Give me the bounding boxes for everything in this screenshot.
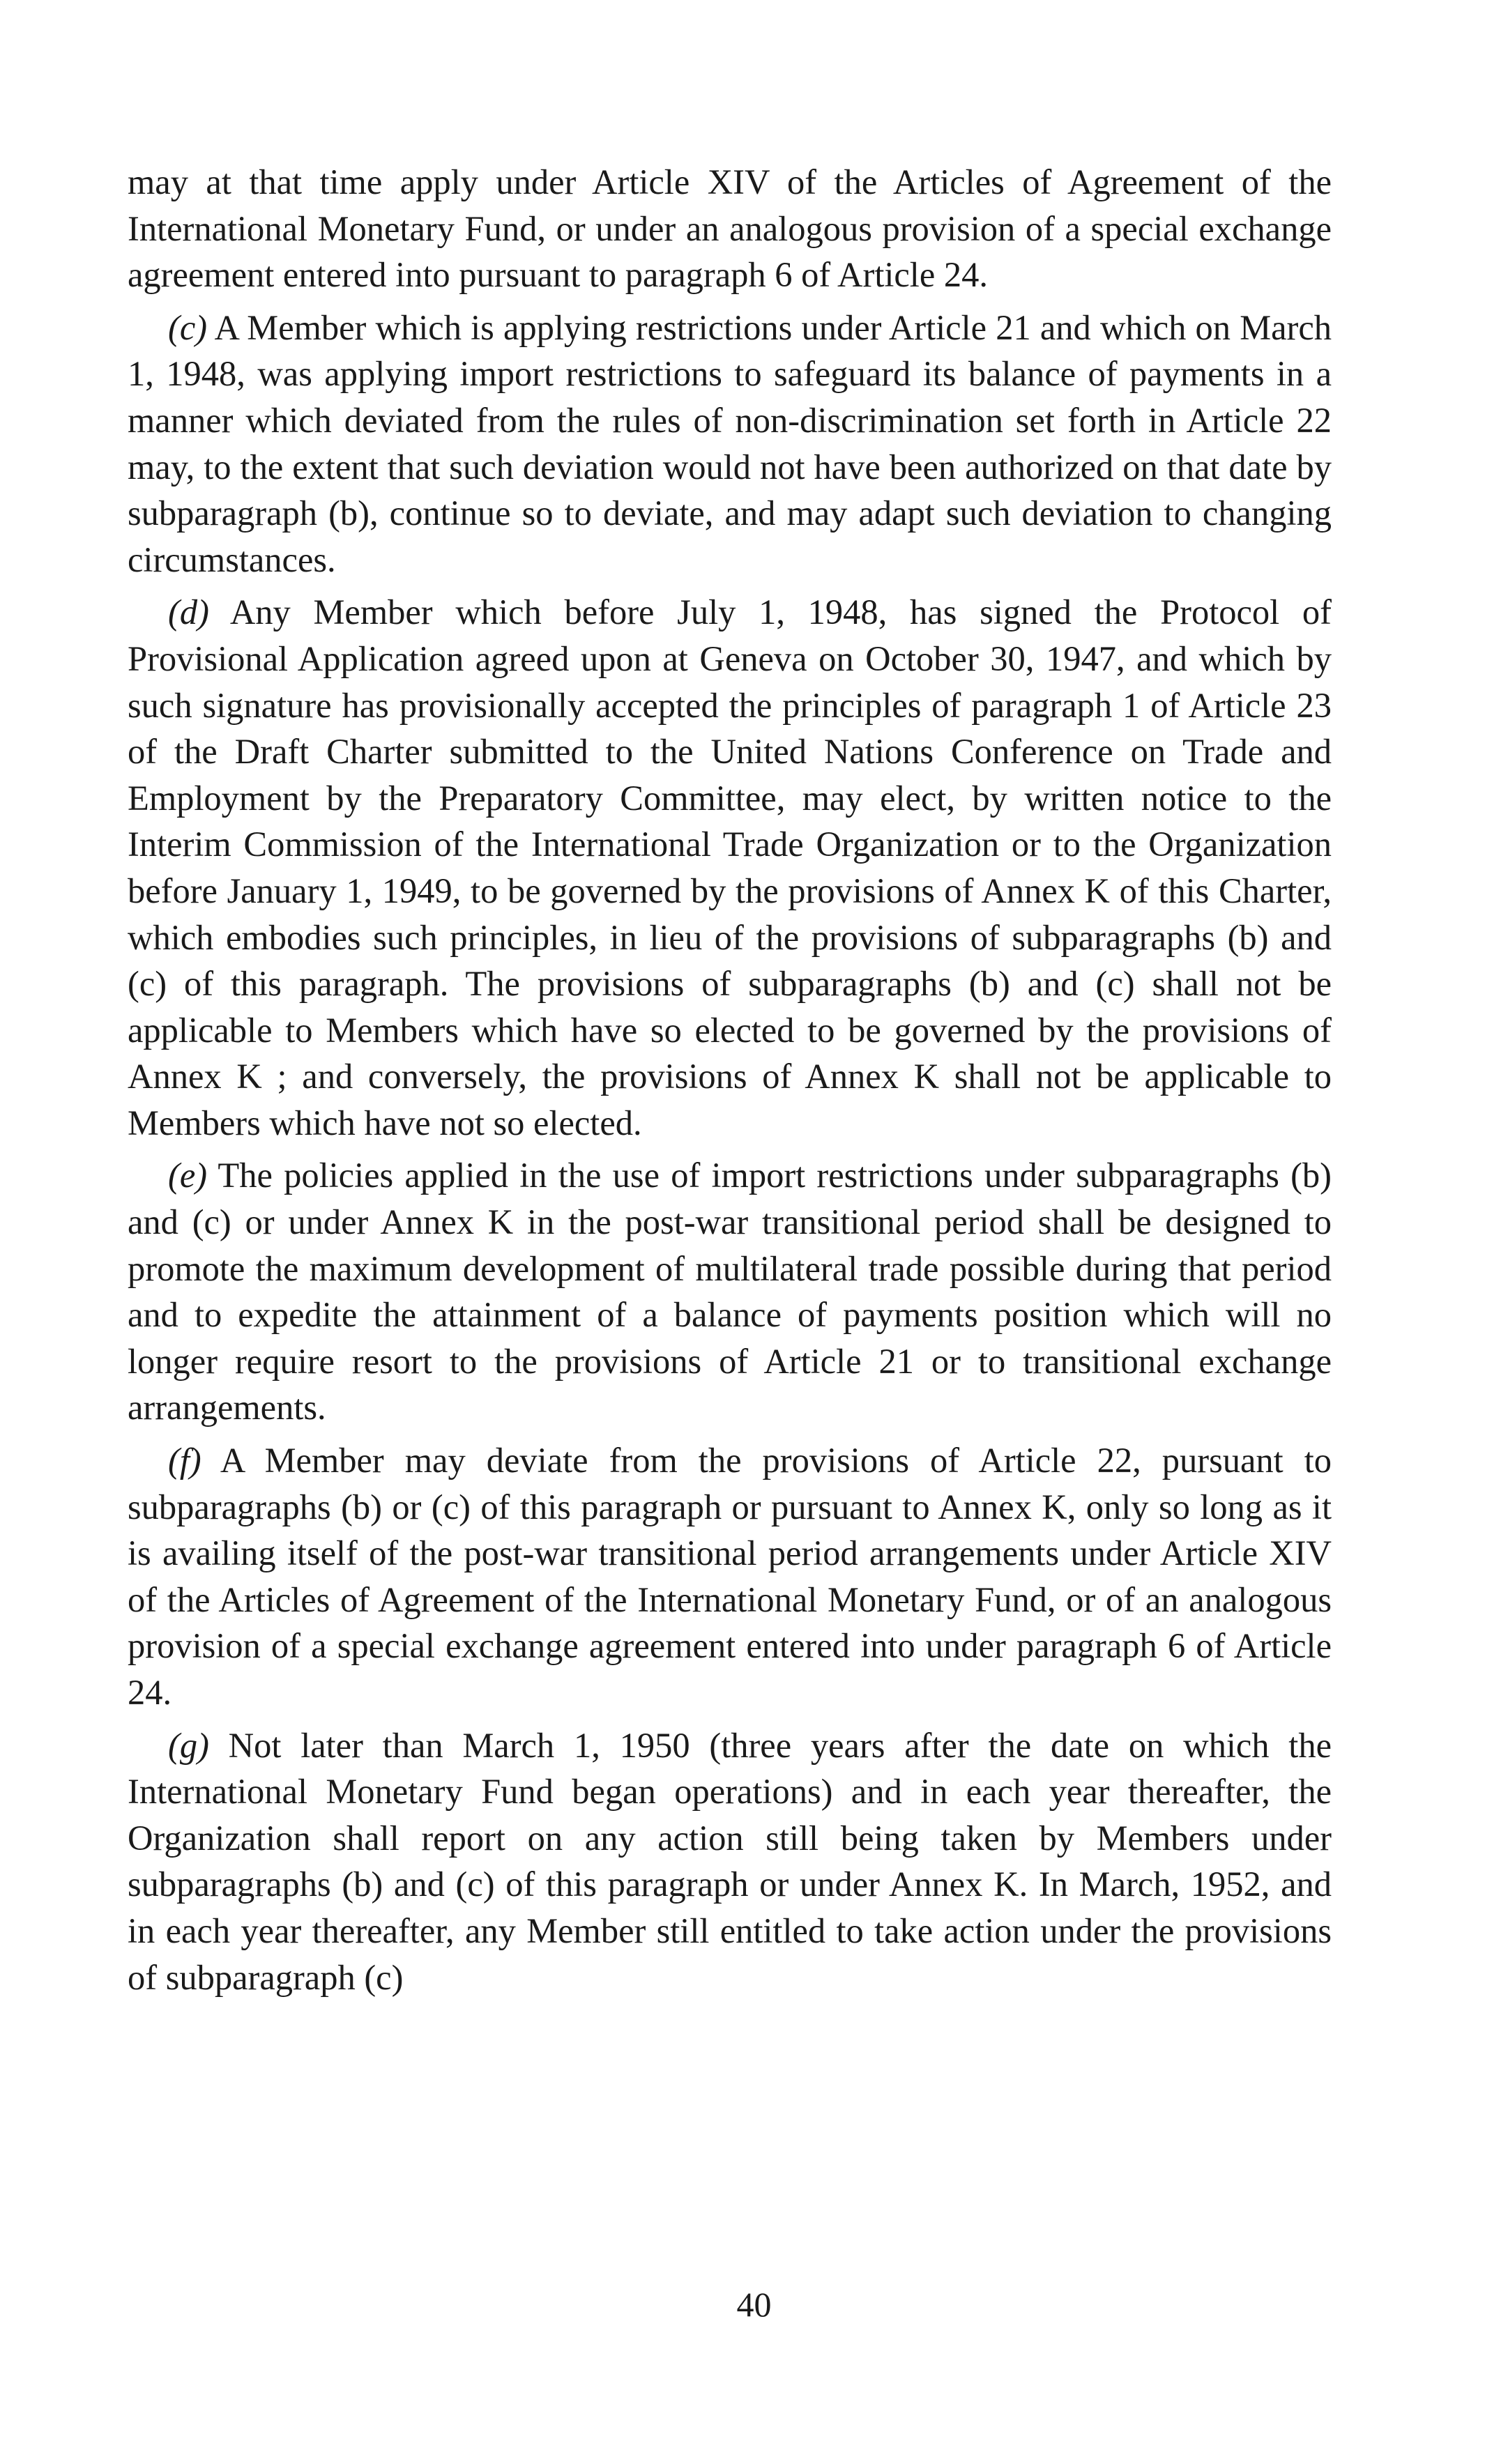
paragraph-g [128,1722,1332,2001]
paragraph-e [128,1152,1332,1431]
paragraph-text: The policies applied in the use of import restrictions under subparagraphs (b) and (c) or under Annex K in the post-war transitional period shall be designed to promote the maximum development of multilateral trade possible during that period and to expedite the attainment of a balance of payments position which will no longer require resort to the provisions of Article 21 or to transitional exchange arrangements. [128,1156,1332,1428]
paragraph-text: Not later than March 1, 1950 (three years after the date on which the International Monetary Fund began operations) and in each year thereafter, the Organization shall report on any action still being taken by Members under subparagraphs (b) and (c) of this paragraph or under Annex K. In March, 1952, and in each year thereafter, any Member still entitled to take action under the provisions of subparagraph (c) [128,1725,1332,1997]
paragraph-text: A Member which is applying restrictions under Article 21 and which on March 1, 1948, was applying import restrictions to safeguard its balance of payments in a manner which deviated from the rules of non-discrimination set forth in Article 22 may, to the extent that such deviation would not have been authorized on that date by subparagraph (b), continue so to deviate, and may adapt such deviation to changing circumstances. [128,307,1332,579]
paragraph-label: (g) [168,1725,209,1765]
paragraph-c [128,305,1332,583]
paragraph-label: (f) [168,1441,201,1480]
paragraph-d [128,589,1332,1146]
paragraph-text: may at that time apply under Article XIV of the Articles of Agreement of the International Monetary Fund, or under an analogous provision of a special exchange agreement entered into pursuant to paragraph 6 of Article 24. [128,162,1332,295]
paragraph-label: (d) [168,592,209,632]
page-number: 40 [736,2285,772,2324]
document-body [128,159,1332,2007]
paragraph-continuation [128,159,1332,298]
paragraph-label: (c) [168,307,208,347]
paragraph-text: Any Member which before July 1, 1948, has signed the Protocol of Provisional Application agreed upon at Geneva on October 30, 1947, and which by such signature has provisionally accepted the principles of paragraph 1 of Article 23 of the Draft Charter submitted to the United Nations Conference on Trade and Employment by the Preparatory Committee, may elect, by written notice to the Interim Commission of the International Trade Organization or to the Organization before January 1, 1949, to be governed by the provisions of Annex K of this Charter, which embodies such principles, in lieu of the provisions of subparagraphs (b) and (c) of this paragraph. The provisions of subparagraphs (b) and (c) shall not be applicable to Members which have so elected to be governed by the provisions of Annex K ; and conversely, the provisions of Annex K shall not be applicable to Members which have not so elected. [128,592,1332,1142]
paragraph-label: (e) [168,1156,208,1195]
paragraph-text: A Member may deviate from the provisions of Article 22, pursuant to subparagraphs (b) or (c) of this paragraph or pursuant to Annex K, only so long as it is availing itself of the post-war transitional period arrangements under Article XIV of the Articles of Agreement of the International Monetary Fund, or of an analogous provision of a special exchange agreement entered into under paragraph 6 of Article 24. [128,1441,1332,1712]
paragraph-f [128,1437,1332,1716]
